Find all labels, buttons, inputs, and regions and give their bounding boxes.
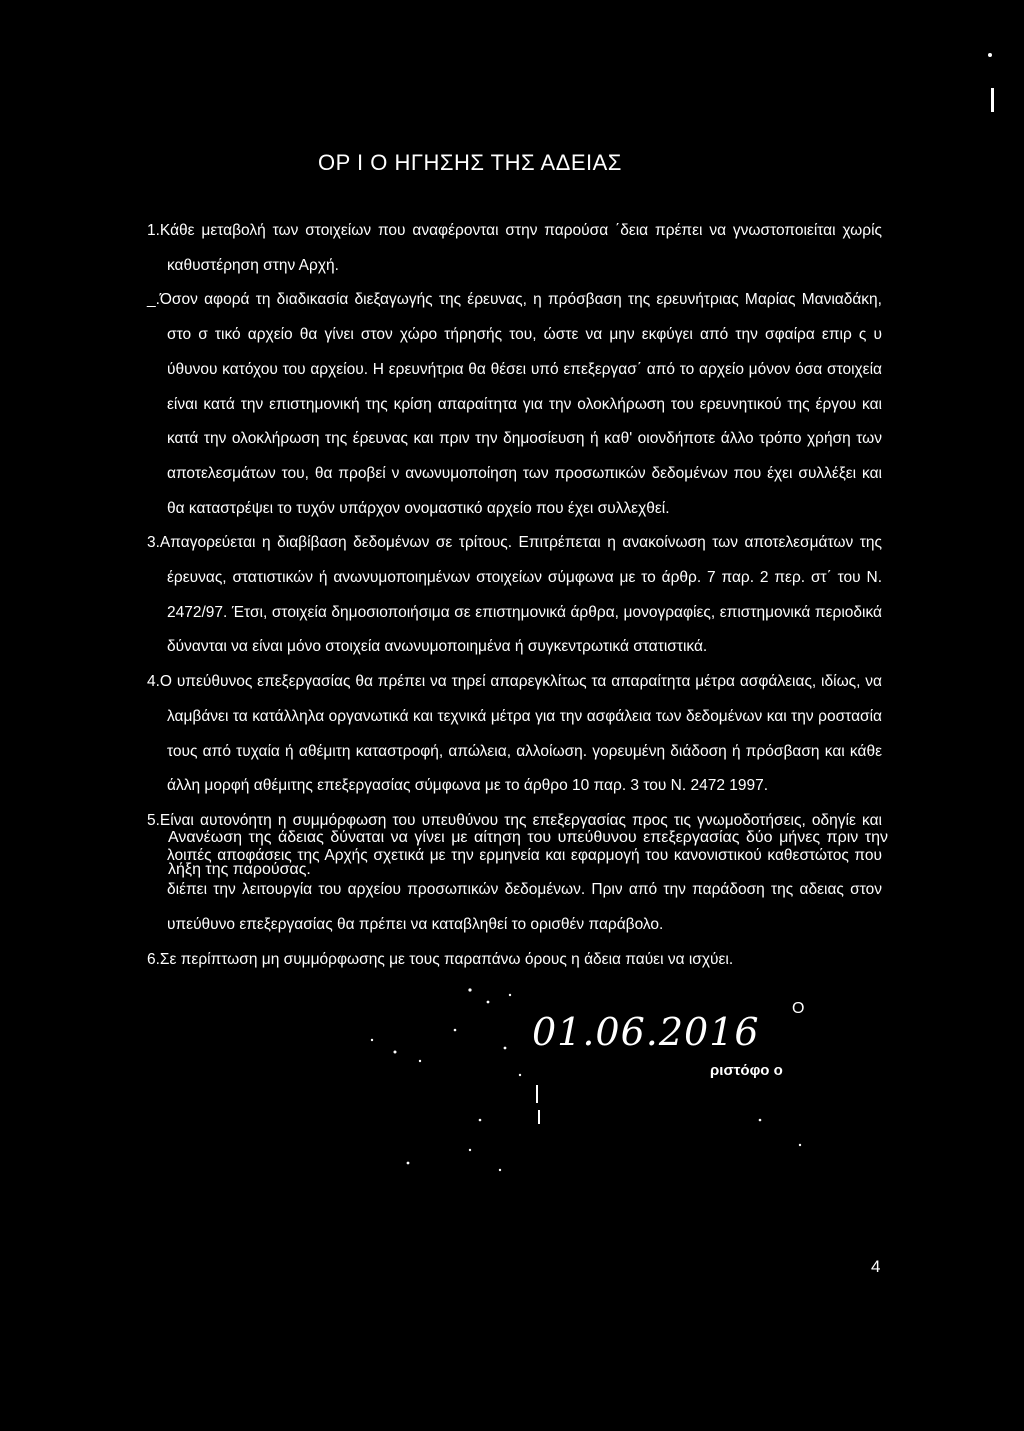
document-title: ΟΡ Ι Ο ΗΓΗΣΗΣ ΤΗΣ ΑΔΕΙΑΣ — [318, 150, 622, 175]
page-number: 4 — [871, 1257, 881, 1276]
signer-name: ριστόφο ο — [710, 1062, 783, 1079]
term-paragraph-3: 3.Απαγορεύεται η διαβίβαση δεδομένων σε τρίτους. Επιτρέπεται η ανακοίνωση των αποτελεσμάτων της έρευνας, στατιστικών ή ανωνυμοποιημένων στοιχείων σύμφωνα με το άρθρ. 7 παρ. 2 περ. στ΄ του Ν. 2472/97. Έτσι, στοιχεία δημοσιοποιήσιμα σε επιστημονικά άρθρα, μονογραφίες, επιστημονικά περιοδικά δύνανται να είναι μόνο στοιχεία ανωνυμοποιημένα ή συγκεντρωτικά στατιστικά. — [147, 534, 882, 656]
renewal-note: Ανανέωση της άδειας δύναται να γίνει με αίτηση του υπεύθυνου επεξεργασίας δύο μήνες πριν την λήξη της παρούσας. — [168, 829, 888, 878]
term-paragraph-2: _.Όσον αφορά τη διαδικασία διεξαγωγής της έρευνας, η πρόσβαση της ερευνήτριας Μαρίας Μανιαδάκη, στο σ τικό αρχείο θα γίνει στον χώρο τήρησής του, ώστε να μην εκφύγει από την σφαίρα επιρ ς υ ύθυνου κατόχου του αρχείου. Η ερευνήτρια θα θέσει υπό επεξεργασ΄ από το αρχείο μόνον όσα στοιχεία είναι κατά την επιστημονική της κρίση απαραίτητα για την ολοκλήρωση του ερευνητικού της έργου και κατά την ολοκλήρωση της έρευνας και πριν την δημοσίευση ή καθ' οιονδήποτε άλλο τρόπο χρήση των αποτελεσμάτων του, θα προβεί ν ανωνυμοποίηση των προσωπικών δεδομένων που έχει συλλέξει και θα καταστρέψει το τυχόν υπάρχον ονομαστικό αρχείο που έχει συλλεχθεί. — [147, 291, 882, 517]
term-paragraph-6: 6.Σε περίπτωση μη συμμόρφωσης με τους παραπάνω όρους η άδεια παύει να ισχύει. — [147, 950, 734, 968]
signature-heading: Ο — [792, 1000, 805, 1017]
term-paragraph-4: 4.Ο υπεύθυνος επεξεργασίας θα πρέπει να τηρεί απαρεγκλίτως τα απαραίτητα μέτρα ασφάλειας, ιδίως, να λαμβάνει τα κατάλληλα οργανωτικά και τεχνικά μέτρα για την ασφάλεια των δεδομένων και την ροστασία τους από τυχαία ή αθέμιτη καταστροφή, απώλεια, αλλοίωση. γορευμένη διάδοση ή πρόσβαση και κάθε άλλη μορφή αθέμιτης επεξεργασίας σύμφωνα με το άρθρο 10 παρ. 3 του Ν. 2472 1997. — [147, 673, 882, 795]
term-paragraph-1: 1.Κάθε μεταβολή των στοιχείων που αναφέρονται στην παρούσα ΄δεια πρέπει να γνωστοποιείται χωρίς καθυστέρηση στην Αρχή. — [147, 222, 882, 274]
handwritten-date: 01.06.2016 — [532, 1010, 760, 1054]
term-paragraph-5: 5.Είναι αυτονόητη η συμμόρφωση του υπευθύνου της επεξεργασίας προς τις γνωμοδοτήσεις, οδηγίε και λοιπές αποφάσεις της Αρχής σχετικά με την ερμηνεία και εφαρμογή του κανονιστικού καθεστώτος που διέπει την λειτουργία του αρχείου προσωπικών δεδομένων. Πριν από την παράδοση της αδειας στον υπεύθυνο επεξεργασίας θα πρέπει να καταβληθεί το ορισθέν παράβολο. — [147, 811, 882, 934]
